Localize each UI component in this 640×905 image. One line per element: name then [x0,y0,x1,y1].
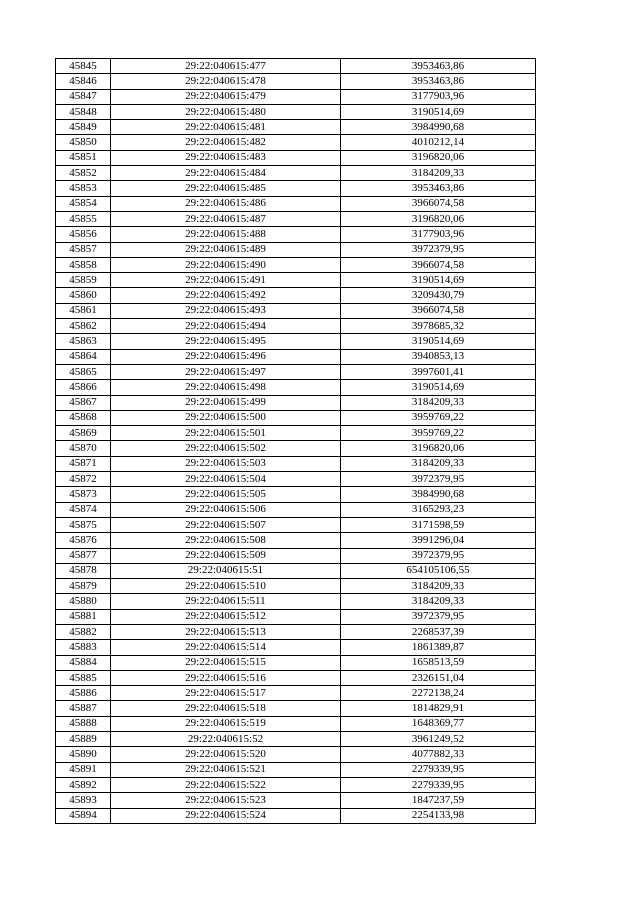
table-row [56,777,536,792]
row-number-cell: 45847 [56,89,111,104]
value-cell: 3190514,69 [341,334,536,349]
cadastral-number-cell: 29:22:040615:491 [111,273,341,288]
row-number-cell: 45894 [56,808,111,823]
value-cell: 3953463,86 [341,74,536,89]
table-row [56,747,536,762]
row-number-cell: 45870 [56,441,111,456]
value-cell: 2272138,24 [341,686,536,701]
cadastral-number-cell: 29:22:040615:493 [111,303,341,318]
table-row [56,441,536,456]
cadastral-number-cell: 29:22:040615:51 [111,563,341,578]
value-cell: 3978685,32 [341,319,536,334]
cadastral-value-table [55,58,536,824]
cadastral-number-cell: 29:22:040615:512 [111,609,341,624]
row-number-cell: 45855 [56,211,111,226]
row-number-cell: 45878 [56,563,111,578]
cadastral-number-cell: 29:22:040615:499 [111,395,341,410]
value-cell: 1847237,59 [341,793,536,808]
cadastral-number-cell: 29:22:040615:498 [111,380,341,395]
value-cell: 3991296,04 [341,533,536,548]
cadastral-number-cell: 29:22:040615:507 [111,517,341,532]
row-number-cell: 45863 [56,334,111,349]
value-cell: 3972379,95 [341,548,536,563]
table-row [56,257,536,272]
cadastral-number-cell: 29:22:040615:514 [111,640,341,655]
table-row [56,380,536,395]
row-number-cell: 45856 [56,227,111,242]
cadastral-number-cell: 29:22:040615:496 [111,349,341,364]
table-body [56,59,536,824]
value-cell: 3966074,58 [341,303,536,318]
value-cell: 3953463,86 [341,181,536,196]
table-row [56,150,536,165]
row-number-cell: 45889 [56,732,111,747]
table-row [56,640,536,655]
row-number-cell: 45859 [56,273,111,288]
cadastral-number-cell: 29:22:040615:506 [111,502,341,517]
row-number-cell: 45883 [56,640,111,655]
row-number-cell: 45879 [56,579,111,594]
value-cell: 3177903,96 [341,227,536,242]
row-number-cell: 45851 [56,150,111,165]
table-row [56,288,536,303]
row-number-cell: 45886 [56,686,111,701]
table-row [56,104,536,119]
table-row [56,579,536,594]
row-number-cell: 45871 [56,456,111,471]
value-cell: 3165293,23 [341,502,536,517]
row-number-cell: 45854 [56,196,111,211]
row-number-cell: 45881 [56,609,111,624]
cadastral-number-cell: 29:22:040615:485 [111,181,341,196]
value-cell: 2279339,95 [341,777,536,792]
value-cell: 654105106,55 [341,563,536,578]
cadastral-number-cell: 29:22:040615:483 [111,150,341,165]
value-cell: 3959769,22 [341,426,536,441]
cadastral-number-cell: 29:22:040615:510 [111,579,341,594]
cadastral-number-cell: 29:22:040615:502 [111,441,341,456]
row-number-cell: 45873 [56,487,111,502]
table-row [56,395,536,410]
table-row [56,548,536,563]
table-row [56,135,536,150]
table-row [56,273,536,288]
table-row [56,624,536,639]
table-row [56,808,536,823]
value-cell: 2254133,98 [341,808,536,823]
cadastral-number-cell: 29:22:040615:504 [111,472,341,487]
row-number-cell: 45888 [56,716,111,731]
table-row [56,502,536,517]
table-row [56,319,536,334]
cadastral-number-cell: 29:22:040615:478 [111,74,341,89]
value-cell: 2326151,04 [341,670,536,685]
row-number-cell: 45861 [56,303,111,318]
value-cell: 3961249,52 [341,732,536,747]
value-cell: 3196820,06 [341,441,536,456]
row-number-cell: 45865 [56,364,111,379]
value-cell: 3196820,06 [341,211,536,226]
table-row [56,472,536,487]
table-row [56,410,536,425]
value-cell: 3184209,33 [341,166,536,181]
table-row [56,686,536,701]
row-number-cell: 45845 [56,59,111,74]
cadastral-number-cell: 29:22:040615:518 [111,701,341,716]
value-cell: 3953463,86 [341,59,536,74]
table-row [56,349,536,364]
row-number-cell: 45866 [56,380,111,395]
table-row [56,487,536,502]
cadastral-number-cell: 29:22:040615:508 [111,533,341,548]
value-cell: 3177903,96 [341,89,536,104]
row-number-cell: 45849 [56,120,111,135]
value-cell: 3997601,41 [341,364,536,379]
cadastral-number-cell: 29:22:040615:505 [111,487,341,502]
cadastral-number-cell: 29:22:040615:487 [111,211,341,226]
row-number-cell: 45880 [56,594,111,609]
table-row [56,670,536,685]
row-number-cell: 45875 [56,517,111,532]
cadastral-number-cell: 29:22:040615:503 [111,456,341,471]
row-number-cell: 45868 [56,410,111,425]
cadastral-number-cell: 29:22:040615:495 [111,334,341,349]
cadastral-number-cell: 29:22:040615:477 [111,59,341,74]
row-number-cell: 45853 [56,181,111,196]
value-cell: 3196820,06 [341,150,536,165]
row-number-cell: 45860 [56,288,111,303]
value-cell: 3984990,68 [341,120,536,135]
value-cell: 2279339,95 [341,762,536,777]
table-row [56,716,536,731]
cadastral-number-cell: 29:22:040615:516 [111,670,341,685]
table-row [56,364,536,379]
cadastral-number-cell: 29:22:040615:484 [111,166,341,181]
table-row [56,732,536,747]
row-number-cell: 45846 [56,74,111,89]
value-cell: 3984990,68 [341,487,536,502]
table-row [56,762,536,777]
value-cell: 3966074,58 [341,196,536,211]
row-number-cell: 45885 [56,670,111,685]
cadastral-number-cell: 29:22:040615:489 [111,242,341,257]
value-cell: 4010212,14 [341,135,536,150]
cadastral-number-cell: 29:22:040615:480 [111,104,341,119]
table-row [56,74,536,89]
row-number-cell: 45891 [56,762,111,777]
value-cell: 1861389,87 [341,640,536,655]
value-cell: 3190514,69 [341,273,536,288]
row-number-cell: 45867 [56,395,111,410]
row-number-cell: 45884 [56,655,111,670]
cadastral-number-cell: 29:22:040615:515 [111,655,341,670]
table-row [56,211,536,226]
row-number-cell: 45893 [56,793,111,808]
value-cell: 1648369,77 [341,716,536,731]
cadastral-number-cell: 29:22:040615:494 [111,319,341,334]
value-cell: 3171598,59 [341,517,536,532]
table-row [56,563,536,578]
cadastral-number-cell: 29:22:040615:521 [111,762,341,777]
row-number-cell: 45857 [56,242,111,257]
table-row [56,655,536,670]
cadastral-number-cell: 29:22:040615:523 [111,793,341,808]
cadastral-number-cell: 29:22:040615:520 [111,747,341,762]
table-row [56,120,536,135]
table-row [56,242,536,257]
cadastral-number-cell: 29:22:040615:513 [111,624,341,639]
value-cell: 3959769,22 [341,410,536,425]
value-cell: 3184209,33 [341,456,536,471]
row-number-cell: 45877 [56,548,111,563]
table-row [56,196,536,211]
row-number-cell: 45850 [56,135,111,150]
row-number-cell: 45872 [56,472,111,487]
table-row [56,303,536,318]
cadastral-number-cell: 29:22:040615:481 [111,120,341,135]
cadastral-number-cell: 29:22:040615:509 [111,548,341,563]
cadastral-number-cell: 29:22:040615:492 [111,288,341,303]
table-row [56,533,536,548]
table-row [56,166,536,181]
row-number-cell: 45874 [56,502,111,517]
row-number-cell: 45858 [56,257,111,272]
value-cell: 3972379,95 [341,242,536,257]
value-cell: 3972379,95 [341,472,536,487]
cadastral-number-cell: 29:22:040615:52 [111,732,341,747]
table-row [56,456,536,471]
value-cell: 1814829,91 [341,701,536,716]
table-row [56,594,536,609]
value-cell: 3184209,33 [341,579,536,594]
cadastral-number-cell: 29:22:040615:522 [111,777,341,792]
cadastral-number-cell: 29:22:040615:500 [111,410,341,425]
row-number-cell: 45848 [56,104,111,119]
row-number-cell: 45876 [56,533,111,548]
table-row [56,227,536,242]
cadastral-number-cell: 29:22:040615:519 [111,716,341,731]
cadastral-number-cell: 29:22:040615:511 [111,594,341,609]
value-cell: 1658513,59 [341,655,536,670]
table-row [56,334,536,349]
row-number-cell: 45864 [56,349,111,364]
value-cell: 3184209,33 [341,594,536,609]
value-cell: 3966074,58 [341,257,536,272]
cadastral-number-cell: 29:22:040615:486 [111,196,341,211]
row-number-cell: 45852 [56,166,111,181]
row-number-cell: 45869 [56,426,111,441]
row-number-cell: 45887 [56,701,111,716]
row-number-cell: 45890 [56,747,111,762]
value-cell: 3209430,79 [341,288,536,303]
table-row [56,793,536,808]
row-number-cell: 45882 [56,624,111,639]
table-row [56,701,536,716]
table-row [56,426,536,441]
table-row [56,609,536,624]
value-cell: 3972379,95 [341,609,536,624]
cadastral-number-cell: 29:22:040615:488 [111,227,341,242]
cadastral-number-cell: 29:22:040615:524 [111,808,341,823]
cadastral-number-cell: 29:22:040615:501 [111,426,341,441]
value-cell: 3190514,69 [341,104,536,119]
value-cell: 3940853,13 [341,349,536,364]
cadastral-number-cell: 29:22:040615:479 [111,89,341,104]
table-row [56,517,536,532]
cadastral-number-cell: 29:22:040615:497 [111,364,341,379]
table-row [56,181,536,196]
table-row [56,89,536,104]
cadastral-number-cell: 29:22:040615:490 [111,257,341,272]
value-cell: 2268537,39 [341,624,536,639]
row-number-cell: 45862 [56,319,111,334]
row-number-cell: 45892 [56,777,111,792]
cadastral-number-cell: 29:22:040615:482 [111,135,341,150]
cadastral-number-cell: 29:22:040615:517 [111,686,341,701]
value-cell: 3190514,69 [341,380,536,395]
value-cell: 3184209,33 [341,395,536,410]
table-row [56,59,536,74]
document-page [55,58,535,824]
value-cell: 4077882,33 [341,747,536,762]
